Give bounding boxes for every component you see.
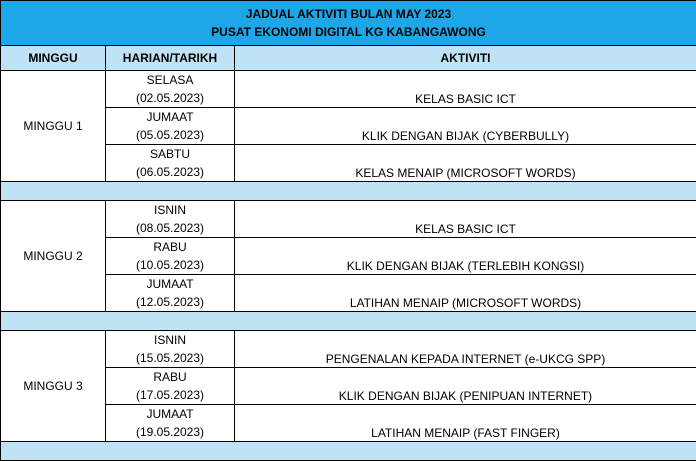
week-label: MINGGU 2 <box>1 201 106 312</box>
day-name: SELASA <box>106 71 234 89</box>
title-row <box>1 1 696 46</box>
column-header-week: MINGGU <box>1 46 106 71</box>
activity-cell: KELAS BASIC ICT <box>235 201 696 238</box>
day-name: JUMAAT <box>106 405 234 423</box>
week-label: MINGGU 1 <box>1 71 106 182</box>
day-date-cell <box>106 145 235 182</box>
activity-cell: KELAS MENAIP (MICROSOFT WORDS) <box>235 145 696 182</box>
week-separator <box>1 442 696 461</box>
activity-cell: KLIK DENGAN BIJAK (PENIPUAN INTERNET) <box>235 368 696 405</box>
column-header-day-date: HARIAN/TARIKH <box>106 46 235 71</box>
day-name: SABTU <box>106 145 234 163</box>
column-header-activity: AKTIVITI <box>235 46 696 71</box>
day-date-cell <box>106 331 235 368</box>
day-name: JUMAAT <box>106 275 234 293</box>
table-row <box>1 71 696 108</box>
title-line-1: JADUAL AKTIVITI BULAN MAY 2023 <box>1 5 696 23</box>
header-row <box>1 46 696 71</box>
activity-cell: PENGENALAN KEPADA INTERNET (e-UKCG SPP) <box>235 331 696 368</box>
activity-cell: KELAS BASIC ICT <box>235 71 696 108</box>
day-name: ISNIN <box>106 331 234 349</box>
separator-cell <box>1 312 696 331</box>
table-row <box>1 201 696 238</box>
day-date-cell <box>106 201 235 238</box>
date-value: (15.05.2023) <box>106 349 234 367</box>
activity-cell: LATIHAN MENAIP (FAST FINGER) <box>235 405 696 442</box>
week-separator <box>1 182 696 201</box>
activity-cell: KLIK DENGAN BIJAK (TERLEBIH KONGSI) <box>235 238 696 275</box>
day-name: ISNIN <box>106 201 234 219</box>
activity-cell: LATIHAN MENAIP (MICROSOFT WORDS) <box>235 275 696 312</box>
date-value: (19.05.2023) <box>106 423 234 441</box>
day-name: RABU <box>106 368 234 386</box>
activity-cell: KLIK DENGAN BIJAK (CYBERBULLY) <box>235 108 696 145</box>
separator-cell <box>1 182 696 201</box>
table-row <box>1 145 696 182</box>
date-value: (02.05.2023) <box>106 89 234 107</box>
table-row <box>1 331 696 368</box>
table-row <box>1 275 696 312</box>
week-label: MINGGU 3 <box>1 331 106 442</box>
day-date-cell <box>106 108 235 145</box>
date-value: (06.05.2023) <box>106 163 234 181</box>
table-row <box>1 108 696 145</box>
day-date-cell <box>106 275 235 312</box>
day-date-cell <box>106 71 235 108</box>
date-value: (17.05.2023) <box>106 386 234 404</box>
separator-cell <box>1 442 696 461</box>
day-name: JUMAAT <box>106 108 234 126</box>
title-line-2: PUSAT EKONOMI DIGITAL KG KABANGAWONG <box>1 23 696 41</box>
day-date-cell <box>106 368 235 405</box>
schedule-title <box>1 1 696 46</box>
date-value: (08.05.2023) <box>106 219 234 237</box>
date-value: (12.05.2023) <box>106 293 234 311</box>
date-value: (10.05.2023) <box>106 256 234 274</box>
day-name: RABU <box>106 238 234 256</box>
day-date-cell <box>106 238 235 275</box>
day-date-cell <box>106 405 235 442</box>
date-value: (05.05.2023) <box>106 126 234 144</box>
table-row <box>1 368 696 405</box>
week-separator <box>1 312 696 331</box>
table-row <box>1 405 696 442</box>
table-row <box>1 238 696 275</box>
